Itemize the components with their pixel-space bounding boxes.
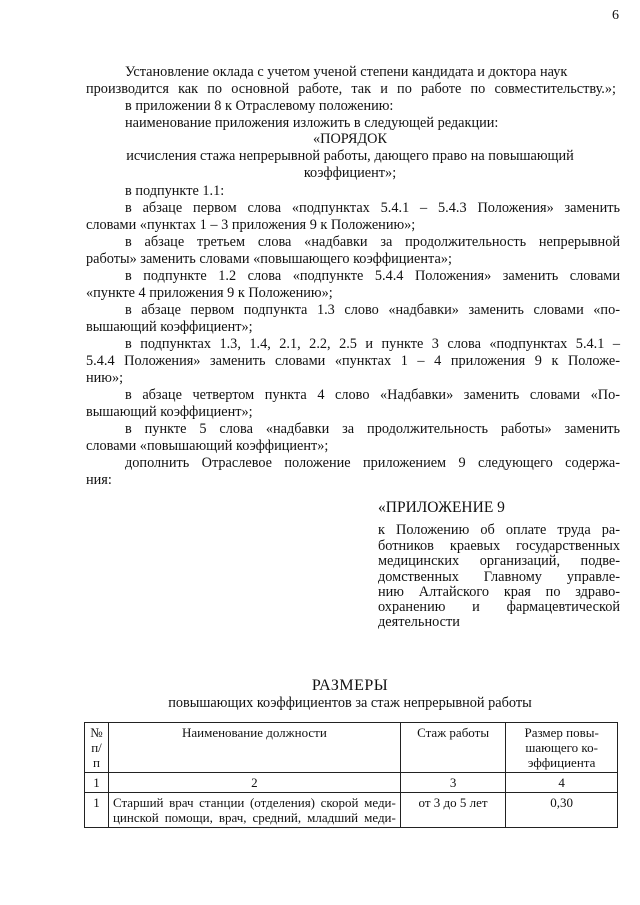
text-line: ния: bbox=[86, 472, 112, 488]
text-line: в абзаце первом слова «подпунктах 5.4.1 – 5.4.3 Положения» заменить bbox=[125, 200, 620, 216]
header-experience: Стаж работы bbox=[400, 723, 505, 773]
text-line: Установление оклада с учетом ученой степени кандидата и доктора наук bbox=[125, 64, 568, 80]
text-line: дополнить Отраслевое положение приложением 9 следующего содержа- bbox=[125, 455, 620, 471]
col-number: 3 bbox=[400, 773, 505, 793]
text-line: в абзаце четвертом пункта 4 слово «Надбавки» заменить словами «По- bbox=[125, 387, 620, 403]
page-number: 6 bbox=[612, 8, 619, 23]
table-header-row bbox=[85, 723, 618, 773]
appendix-line: нию Алтайского края по здраво- bbox=[378, 584, 620, 600]
text-line: в подпункте 1.1: bbox=[125, 183, 225, 199]
table-subtitle: повышающих коэффициентов за стаж непрерывной работы bbox=[168, 695, 532, 711]
row-num: 1 bbox=[85, 793, 109, 828]
text-line: вышающий коэффициент»; bbox=[86, 319, 253, 335]
text-line: в подпункте 1.2 слова «подпункте 5.4.4 Положения» заменить словами bbox=[125, 268, 620, 284]
text-line: в абзаце третьем слова «надбавки за продолжительность непрерывной bbox=[125, 234, 620, 250]
header-position: Наименование должности bbox=[108, 723, 400, 773]
text-line: словами «пунктах 1 – 3 приложения 9 к Положению»; bbox=[86, 217, 416, 233]
appendix-line: деятельности bbox=[378, 614, 460, 630]
appendix-line: к Положению об оплате труда ра- bbox=[378, 522, 620, 538]
text-line: словами «повышающий коэффициент»; bbox=[86, 438, 329, 454]
table-title: РАЗМЕРЫ bbox=[311, 677, 389, 694]
appendix-line: охранению и фармацевтической bbox=[378, 599, 620, 615]
appendix-line: ботников краевых государственных bbox=[378, 538, 620, 554]
text-line: в пункте 5 слова «надбавки за продолжительность работы» заменить bbox=[125, 421, 620, 437]
col-number: 4 bbox=[506, 773, 618, 793]
text-line: «пункте 4 приложения 9 к Положению»; bbox=[86, 285, 333, 301]
col-number: 2 bbox=[108, 773, 400, 793]
text-line: наименование приложения изложить в следующей редакции: bbox=[125, 115, 499, 131]
header-num: № п/п bbox=[85, 723, 109, 773]
text-line: в абзаце первом подпункта 1.3 слово «надбавки» заменить словами «по- bbox=[125, 302, 620, 318]
text-line: нию»; bbox=[86, 370, 124, 386]
appendix-line: медицинских организаций, подве- bbox=[378, 553, 620, 569]
row-experience: от 3 до 5 лет bbox=[400, 793, 505, 828]
appendix-line: домственных Главному управле- bbox=[378, 569, 620, 585]
text-line: коэффициент»; bbox=[303, 165, 397, 181]
text-line: в приложении 8 к Отраслевому положению: bbox=[125, 98, 394, 114]
order-heading: «ПОРЯДОК bbox=[313, 131, 387, 147]
text-line: производится как по основной работе, так и по работе по совместительству.»; bbox=[86, 81, 616, 97]
text-line: в подпунктах 1.3, 1.4, 2.1, 2.2, 2.5 и пункте 3 слова «подпунктах 5.4.1 – bbox=[125, 336, 620, 352]
text-line: 5.4.4 Положения» заменить словами «пунктах 1 – 4 приложения 9 к Положе- bbox=[86, 353, 620, 369]
table-row bbox=[85, 793, 618, 828]
text-line: исчисления стажа непрерывной работы, дающего право на повышающий bbox=[126, 148, 574, 164]
row-coefficient: 0,30 bbox=[506, 793, 618, 828]
appendix-title: «ПРИЛОЖЕНИЕ 9 bbox=[378, 499, 505, 516]
coefficients-table bbox=[84, 722, 618, 828]
text-line: работы» заменить словами «повышающего коэффициента»; bbox=[86, 251, 452, 267]
row-position: Старший врач станции (отделения) скорой меди- цинской помощи, врач, средний, младший меди- bbox=[108, 793, 400, 828]
text-line: вышающий коэффициент»; bbox=[86, 404, 253, 420]
col-number: 1 bbox=[85, 773, 109, 793]
header-coefficient: Размер повы- шающего ко- эффициента bbox=[506, 723, 618, 773]
table-colnum-row bbox=[85, 773, 618, 793]
